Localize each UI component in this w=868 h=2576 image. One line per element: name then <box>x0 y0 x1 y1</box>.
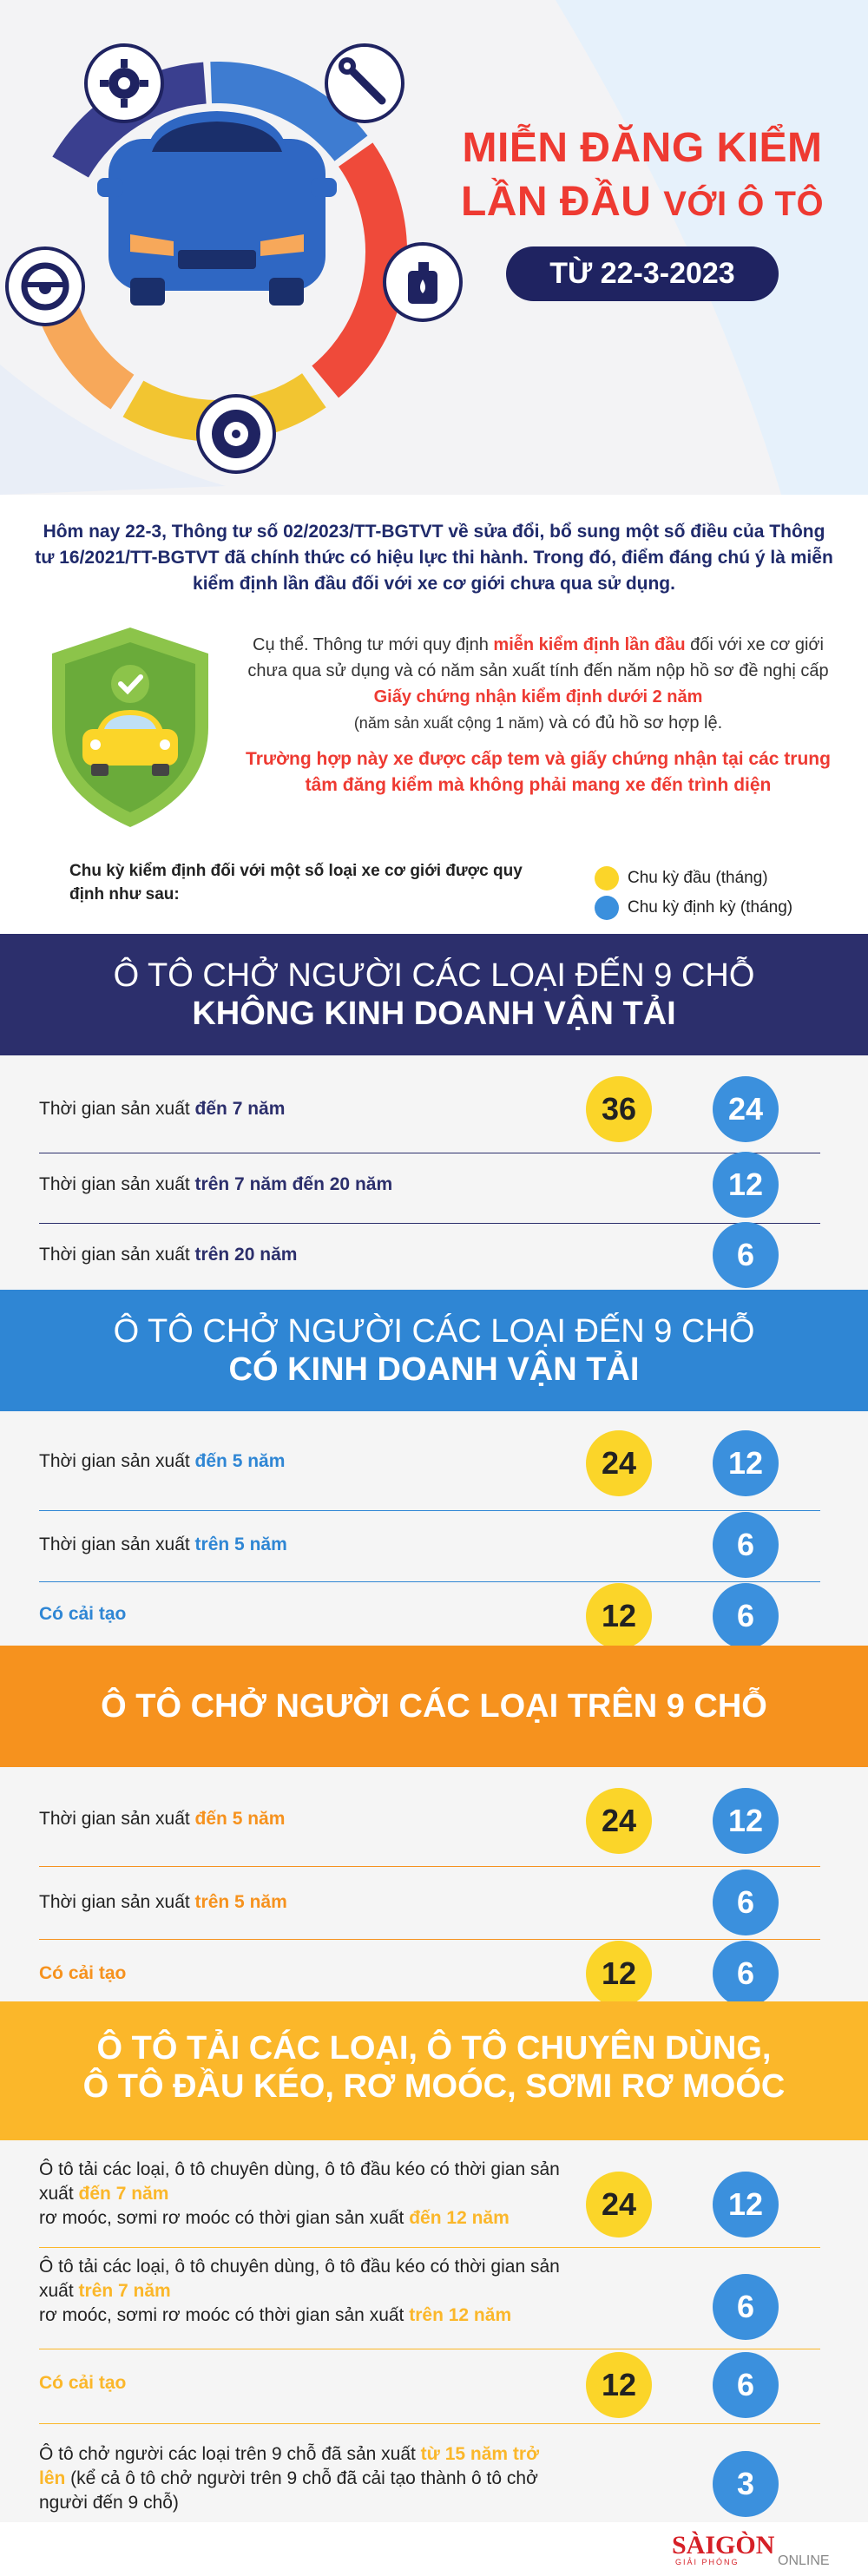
periodic-cycle-badge: 6 <box>713 1870 779 1935</box>
subtitle-part-2: VỚI Ô TÔ <box>663 185 825 223</box>
table-row <box>39 1786 820 1856</box>
first-cycle-badge: 24 <box>586 2172 652 2238</box>
row-label: Thời gian sản xuất đến 5 năm <box>39 1451 286 1471</box>
row-label: Có cải tạo <box>39 1604 127 1624</box>
section-2-subtitle: CÓ KINH DOANH VẬN TẢI <box>228 1351 640 1388</box>
row-label: Ô tô chở người các loại trên 9 chỗ đã sản xuất từ 15 năm trở lên (kể cả ô tô chở người trên 9 chỗ đã cải tạo thành ô tô chở người đến 9 chỗ) <box>39 2444 540 2513</box>
warning-text: Trường hợp này xe được cấp tem và giấy chứng nhận tại các trung tâm đăng kiểm mà không phải mang xe đến trình diện <box>246 749 831 795</box>
row-divider <box>39 2423 820 2424</box>
page-subtitle <box>434 175 851 231</box>
detail-text-2: đối với xe cơ giới chưa qua sử dụng và có năm sản xuất tính đến năm nộp hồ sơ đề nghị cấp <box>247 635 829 680</box>
section-4-body <box>0 2140 868 2522</box>
legend-dot-periodic <box>595 896 619 920</box>
periodic-cycle-badge: 24 <box>713 1076 779 1142</box>
detail-note: (năm sản xuất cộng 1 năm) <box>353 714 544 732</box>
periodic-cycle-badge: 6 <box>713 2274 779 2340</box>
detail-paragraph <box>234 632 842 736</box>
table-row <box>39 1939 820 2008</box>
row-label: Thời gian sản xuất trên 7 năm đến 20 năm <box>39 1174 393 1194</box>
periodic-cycle-badge: 12 <box>713 2172 779 2238</box>
steering-wheel-icon <box>7 248 83 325</box>
row-label: Ô tô tải các loại, ô tô chuyên dùng, ô tô đầu kéo có thời gian sản xuất đến 7 năm rơ moóc, sơmi rơ moóc có thời gian sản xuất đến 12 năm <box>39 2159 560 2228</box>
hero-banner <box>0 0 868 495</box>
table-row <box>39 1870 820 1939</box>
svg-text:GIẢI PHÓNG: GIẢI PHÓNG <box>675 2558 740 2566</box>
section-1-body <box>0 1055 868 1290</box>
gear-icon <box>86 45 162 122</box>
legend-dot-first <box>595 866 619 890</box>
table-row <box>39 1583 820 1653</box>
row-divider <box>39 1223 820 1224</box>
section-1-subtitle: KHÔNG KINH DOANH VẬN TẢI <box>192 996 676 1032</box>
section-2-title: Ô TÔ CHỞ NGƯỜI CÁC LOẠI ĐẾN 9 CHỖ <box>113 1313 755 1350</box>
row-divider <box>39 1510 820 1511</box>
section-3-header <box>0 1646 868 1767</box>
periodic-cycle-badge: 6 <box>713 1512 779 1578</box>
section-2-body <box>0 1411 868 1646</box>
row-divider <box>39 2247 820 2248</box>
row-label: Thời gian sản xuất đến 7 năm <box>39 1099 286 1119</box>
row-divider <box>39 1866 820 1867</box>
section-4-header <box>0 2001 868 2140</box>
legend-label-periodic: Chu kỳ định kỳ (tháng) <box>628 898 793 917</box>
detail-highlight-1: miễn kiểm định lần đầu <box>493 635 686 654</box>
saigon-giai-phong-logo <box>670 2527 844 2567</box>
table-row <box>39 1227 820 1297</box>
row-label: Thời gian sản xuất trên 5 năm <box>39 1892 287 1912</box>
section-1-header <box>0 934 868 1055</box>
wrench-icon <box>326 45 403 122</box>
section-4-title: Ô TÔ TẢI CÁC LOẠI, Ô TÔ CHUYÊN DÙNG, <box>96 2030 772 2067</box>
first-cycle-badge: 12 <box>586 2352 652 2418</box>
svg-text:SÀIGÒN: SÀIGÒN <box>672 2531 775 2560</box>
row-label: Thời gian sản xuất trên 20 năm <box>39 1245 298 1265</box>
table-row <box>39 1430 820 1500</box>
table-row <box>39 1155 820 1225</box>
table-row <box>39 1514 820 1583</box>
page-title: MIỄN ĐĂNG KIỂM <box>462 125 823 171</box>
section-4-subtitle: Ô TÔ ĐẦU KÉO, RƠ MOÓC, SƠMI RƠ MOÓC <box>82 2068 786 2105</box>
periodic-cycle-badge: 6 <box>713 1583 779 1649</box>
section-3-body <box>0 1767 868 2001</box>
periodic-cycle-badge: 6 <box>713 2352 779 2418</box>
table-row <box>39 2356 820 2425</box>
detail-text-3: và có đủ hồ sơ hợp lệ. <box>543 713 723 733</box>
legend-item-periodic <box>595 893 855 923</box>
section-2-header <box>0 1290 868 1411</box>
row-label: Có cải tạo <box>39 2373 127 2393</box>
section-1-title: Ô TÔ CHỞ NGƯỜI CÁC LOẠI ĐẾN 9 CHỖ <box>113 957 755 994</box>
row-divider <box>39 1581 820 1582</box>
detail-highlight-2: Giấy chứng nhận kiểm định dưới 2 năm <box>373 687 703 706</box>
periodic-cycle-badge: 6 <box>713 1222 779 1288</box>
shield-car-icon <box>43 623 217 831</box>
row-label: Ô tô tải các loại, ô tô chuyên dùng, ô tô đầu kéo có thời gian sản xuất trên 7 năm rơ moóc, sơmi rơ moóc có thời gian sản xuất trên 12 năm <box>39 2257 560 2325</box>
periodic-cycle-badge: 6 <box>713 1941 779 2007</box>
first-cycle-badge: 12 <box>586 1941 652 2007</box>
subtitle-part-1: LẦN ĐẦU <box>460 179 664 225</box>
row-label: Thời gian sản xuất đến 5 năm <box>39 1809 286 1829</box>
first-cycle-badge: 24 <box>586 1788 652 1854</box>
legend-item-first <box>595 864 855 893</box>
table-row <box>39 1074 820 1144</box>
car-icon <box>97 111 337 306</box>
periodic-cycle-badge: 12 <box>713 1430 779 1496</box>
detail-text-1: Cụ thể. Thông tư mới quy định <box>253 635 494 654</box>
cycle-intro: Chu kỳ kiểm định đối với một số loại xe cơ giới được quy định như sau: <box>69 862 523 904</box>
periodic-cycle-badge: 12 <box>713 1788 779 1854</box>
legend <box>595 864 855 923</box>
first-cycle-badge: 24 <box>586 1430 652 1496</box>
row-label: Thời gian sản xuất trên 5 năm <box>39 1534 287 1554</box>
date-badge: TỪ 22-3-2023 <box>506 246 778 301</box>
periodic-cycle-badge: 3 <box>713 2451 779 2517</box>
section-3-title: Ô TÔ CHỞ NGƯỜI CÁC LOẠI TRÊN 9 CHỖ <box>101 1688 767 1725</box>
row-label: Có cải tạo <box>39 1963 127 1983</box>
table-row <box>39 2425 820 2512</box>
first-cycle-badge: 12 <box>586 1583 652 1649</box>
intro-paragraph: Hôm nay 22-3, Thông tư số 02/2023/TT-BGTVT về sửa đổi, bổ sung một số điều của Thông tư 16/2021/TT-BGTVT đã chính thức có hiệu lực thi hành. Trong đó, điểm đáng chú ý là miễn kiểm định lần đầu đối với xe cơ giới chưa qua sử dụng. <box>35 522 833 594</box>
table-row <box>39 2158 820 2253</box>
table-row <box>39 2255 820 2350</box>
title-block <box>434 122 851 301</box>
first-cycle-badge: 36 <box>586 1076 652 1142</box>
svg-text:ONLINE: ONLINE <box>778 2553 830 2567</box>
periodic-cycle-badge: 12 <box>713 1152 779 1218</box>
tire-icon <box>198 396 274 472</box>
legend-label-first: Chu kỳ đầu (tháng) <box>628 869 768 887</box>
